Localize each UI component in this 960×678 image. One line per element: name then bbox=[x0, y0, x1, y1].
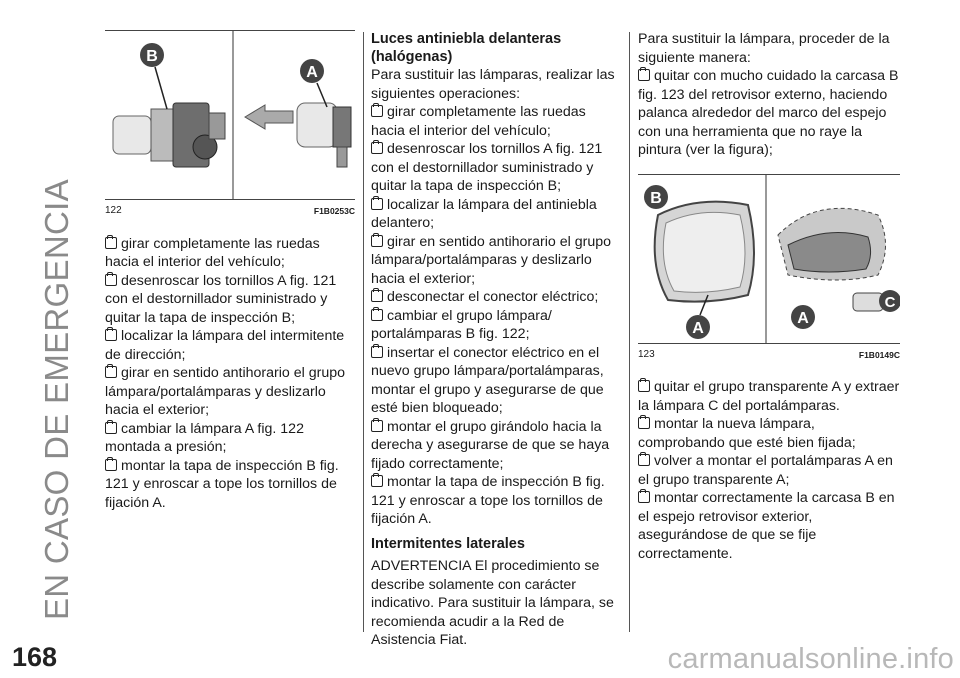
hand-icon bbox=[105, 237, 117, 249]
hand-icon bbox=[105, 366, 117, 378]
chapter-title: EN CASO DE EMERGENCIA bbox=[38, 179, 75, 620]
step-item: desenroscar los tornillos A fig. 121 con el destornillador suministrado y quitar la tapa de inspección B; bbox=[105, 272, 337, 326]
step-item: quitar el grupo transparente A y extraer la lámpara C del portalámparas. bbox=[638, 379, 900, 414]
hand-icon bbox=[371, 142, 383, 154]
hand-icon bbox=[105, 274, 117, 286]
hand-icon bbox=[371, 105, 383, 117]
watermark: carmanualsonline.info bbox=[667, 643, 954, 675]
hand-icon bbox=[371, 198, 383, 210]
mirror-illustration bbox=[638, 175, 900, 343]
column-divider-2 bbox=[629, 32, 630, 632]
step-item: girar en sentido antihorario el grupo lámpara/portalámparas y deslizarlo hacia el exterior; bbox=[105, 365, 345, 418]
step-item: girar completamente las ruedas hacia el interior del vehículo; bbox=[371, 104, 586, 139]
hand-icon bbox=[371, 475, 383, 487]
figure-123-caption bbox=[638, 344, 900, 365]
hand-icon bbox=[371, 309, 383, 321]
column-2 bbox=[371, 30, 621, 650]
intro-text: Para sustituir la lámpara, proceder de la siguiente manera: bbox=[638, 31, 890, 66]
figure-123 bbox=[638, 174, 900, 344]
label-a: A bbox=[306, 64, 318, 81]
figure-code: F1B0253C bbox=[313, 206, 355, 216]
label-c: C bbox=[884, 293, 896, 311]
warning-text: ADVERTENCIA El procedimiento se describe solamente con carácter indicativo. Para sustituir la lámpara, se recomienda acudir a la Red de Asistencia Fiat. bbox=[371, 558, 614, 648]
label-a: A bbox=[692, 319, 704, 337]
column-3 bbox=[638, 30, 900, 563]
step-item: quitar con mucho cuidado la carcasa B fig. 123 del retrovisor externo, haciendo palanca alrededor del marco del espejo con una herramienta que no raye la pintura (ver la figura); bbox=[638, 68, 899, 158]
bulb-b-drawing bbox=[113, 103, 225, 167]
hand-icon bbox=[638, 69, 650, 81]
intro-text: Para sustituir las lámparas, realizar las siguientes operaciones: bbox=[371, 67, 615, 102]
step-item: montar la tapa de inspección B fig. 121 y enroscar a tope los tornillos de fijación A. bbox=[105, 457, 339, 511]
step-item: montar el grupo girándolo hacia la derecha y asegurarse de que se haya fijado correctamente; bbox=[371, 418, 610, 472]
hand-icon bbox=[105, 459, 117, 471]
step-item: montar correctamente la carcasa B en el espejo retrovisor exterior, asegurándose de que se fije correctamente. bbox=[638, 490, 895, 562]
hand-icon bbox=[371, 346, 383, 358]
step-item: insertar el conector eléctrico en el nuevo grupo lámpara/portalámparas, montar el grupo y asegurarse de que esté bien bloqueado; bbox=[371, 344, 604, 416]
hand-icon bbox=[105, 329, 117, 341]
bulb-a-drawing bbox=[297, 103, 351, 167]
section-heading-2: Intermitentes laterales bbox=[371, 535, 525, 552]
column-1 bbox=[105, 30, 355, 512]
headlamp-bulb-illustration bbox=[105, 31, 355, 199]
step-item: localizar la lámpara del antiniebla delantero; bbox=[371, 196, 597, 231]
figure-number: 122 bbox=[105, 205, 122, 216]
lamp-c-drawing bbox=[853, 293, 883, 311]
hand-icon bbox=[371, 235, 383, 247]
hand-icon bbox=[371, 420, 383, 432]
step-item: girar completamente las ruedas hacia el interior del vehículo; bbox=[105, 235, 320, 270]
figure-number: 123 bbox=[638, 348, 655, 360]
hand-icon bbox=[371, 290, 383, 302]
step-item: localizar la lámpara del intermitente de dirección; bbox=[105, 328, 345, 363]
figure-code: F1B0149C bbox=[858, 349, 900, 360]
step-item: desconectar el conector eléctrico; bbox=[371, 288, 621, 307]
figure-122 bbox=[105, 30, 355, 200]
step-item: desenroscar los tornillos A fig. 121 con el destornillador suministrado y quitar la tapa de inspección B; bbox=[371, 141, 603, 194]
step-item: montar la tapa de inspección B fig. 121 y enroscar a tope los tornillos de fijación A. bbox=[371, 474, 605, 527]
section-heading: Luces antiniebla delanteras (halógenas) bbox=[371, 31, 562, 65]
label-a: A bbox=[797, 309, 809, 327]
step-item: cambiar el grupo lámpara/ portalámparas B fig. 122; bbox=[371, 307, 552, 342]
column-divider-1 bbox=[363, 32, 364, 632]
hand-icon bbox=[638, 491, 650, 503]
page-number: 168 bbox=[12, 642, 58, 672]
hand-icon bbox=[638, 380, 650, 392]
step-item: girar en sentido antihorario el grupo lámpara/portalámparas y deslizarlo hacia el exterior; bbox=[371, 233, 611, 287]
hand-icon bbox=[105, 422, 117, 434]
step-item: volver a montar el portalámparas A en el grupo transparente A; bbox=[638, 453, 893, 488]
label-b: B bbox=[650, 189, 662, 207]
step-item: montar la nueva lámpara, comprobando que esté bien fijada; bbox=[638, 416, 856, 451]
label-b: B bbox=[146, 48, 158, 65]
step-item: cambiar la lámpara A fig. 122 montada a presión; bbox=[105, 420, 304, 455]
hand-icon bbox=[638, 454, 650, 466]
arrow-icon bbox=[245, 105, 293, 129]
hand-icon bbox=[638, 417, 650, 429]
figure-122-caption bbox=[105, 200, 355, 221]
